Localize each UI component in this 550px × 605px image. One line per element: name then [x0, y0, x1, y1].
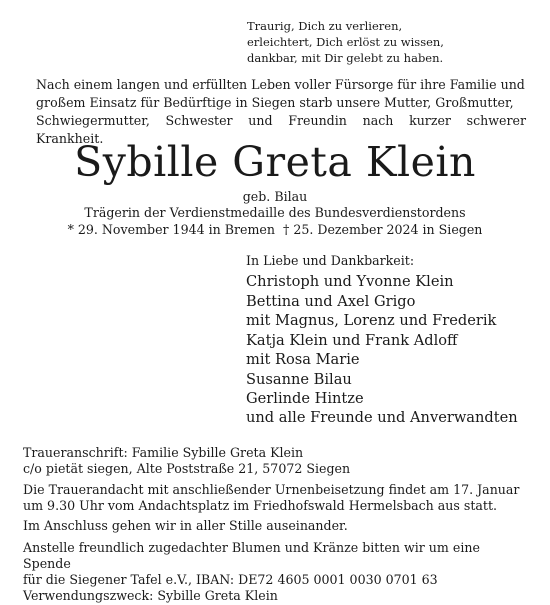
mourners-heading: In Liebe und Dankbarkeit: — [246, 253, 415, 268]
mourners-list — [246, 272, 496, 409]
deceased-name: Sybille Greta Klein — [74, 138, 476, 186]
mourner-name: mit Rosa Marie — [246, 351, 360, 368]
service-line: Die Trauerandacht mit anschließender Urnenbeisetzung findet am 17. Januar — [23, 482, 520, 497]
service-line: um 9.30 Uhr vom Andachtsplatz im Friedhofswald Hermelsbach aus statt. — [23, 498, 498, 513]
intro-line: Nach einem langen und erfüllten Leben voller Fürsorge für ihre Familie und — [36, 77, 525, 92]
poem-line: dankbar, mit Dir gelebt zu haben. — [247, 51, 444, 65]
donation-line: Anstelle freundlich zugedachter Blumen und Kränze bitten wir um eine Spende — [23, 540, 480, 571]
honor-line: Trägerin der Verdienstmedaille des Bundesverdienstordens — [84, 205, 466, 220]
mourning-address — [23, 445, 528, 477]
farewell-note: Im Anschluss gehen wir in aller Stille auseinander. — [23, 518, 348, 533]
poem-line: erleichtert, Dich erlöst zu wissen, — [247, 35, 444, 49]
mourner-name: Susanne Bilau — [246, 370, 352, 388]
maiden-name: geb. Bilau — [242, 189, 308, 204]
poem — [247, 18, 444, 66]
donation-line: für die Siegener Tafel e.V., IBAN: DE72 4605 0001 0030 0701 63 — [23, 572, 438, 587]
address-line: Traueranschrift: Familie Sybille Greta Klein — [23, 445, 304, 460]
life-dates — [0, 222, 550, 238]
donation-info — [23, 540, 528, 604]
mourner-name: Gerlinde Hintze — [246, 390, 364, 407]
death-date: † 25. Dezember 2024 in Siegen — [283, 222, 483, 237]
birth-date: * 29. November 1944 in Bremen — [67, 222, 275, 237]
mourner-name: Christoph und Yvonne Klein — [246, 273, 454, 290]
mourner-name: Bettina und Axel Grigo — [246, 292, 416, 310]
mourner-name: Katja Klein und Frank Adloff — [246, 331, 458, 349]
donation-line: Verwendungszweck: Sybille Greta Klein — [23, 588, 278, 603]
poem-line: Traurig, Dich zu verlieren, — [247, 19, 403, 33]
intro-line: großem Einsatz für Bedürftige in Siegen starb unsere Mutter, Großmutter, — [36, 95, 514, 110]
intro-line: Schwiegermutter, Schwester und Freundin nach kurzer schwerer Krankheit. — [36, 113, 526, 146]
mourner-name: mit Magnus, Lorenz und Frederik — [246, 312, 497, 329]
service-info — [23, 482, 528, 514]
address-line: c/o pietät siegen, Alte Poststraße 21, 57072 Siegen — [23, 461, 351, 476]
other-mourners: und alle Freunde und Anverwandten — [246, 409, 518, 426]
